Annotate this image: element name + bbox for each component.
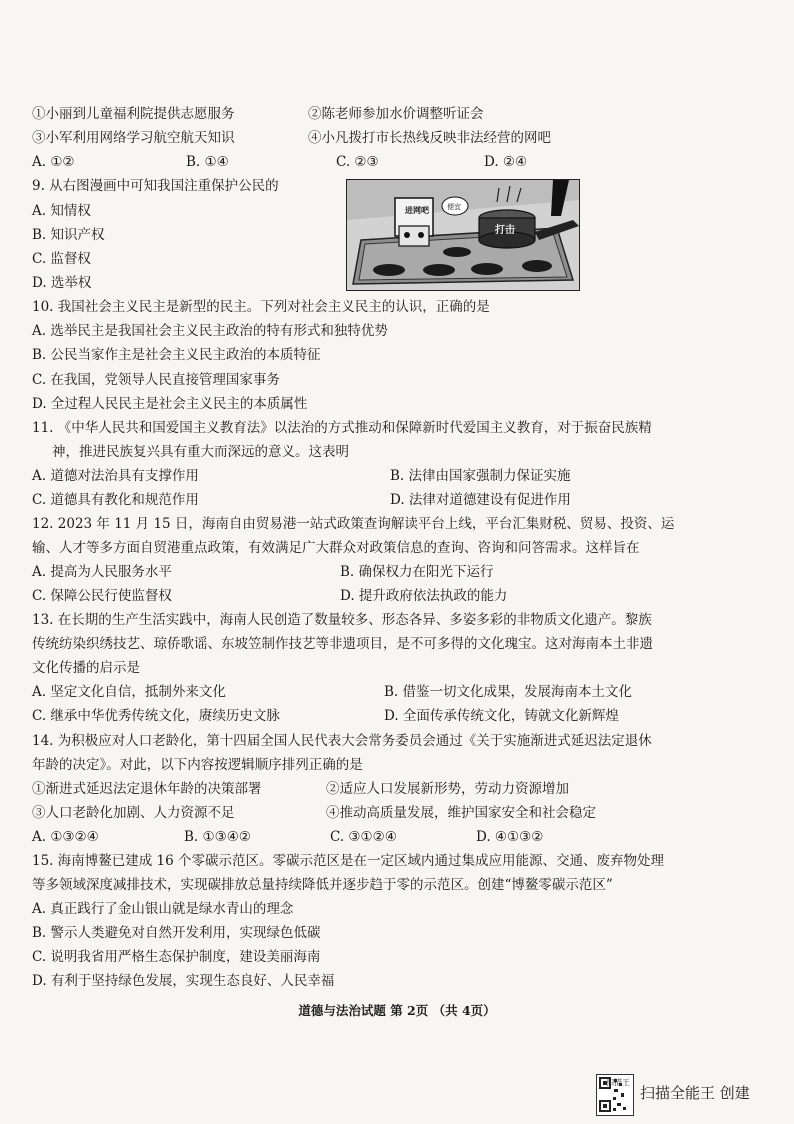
q14-choice-c: C. ③①②④ bbox=[330, 829, 397, 845]
cartoon-right-label: 打击 bbox=[495, 225, 515, 236]
q15-stem-line1: 15. 海南博鳌已建成 16 个零碳示范区。零碳示范区是在一定区域内通过集成应用能源、交通、废弃物处理 bbox=[32, 853, 665, 869]
q8-choice-a: A. ①② bbox=[32, 154, 75, 170]
q15-choice-c: C. 说明我省用严格生态保护制度，建设美丽海南 bbox=[32, 949, 321, 965]
q11-choice-b: B. 法律由国家强制力保证实施 bbox=[390, 468, 571, 484]
q10-choice-d: D. 全过程人民民主是社会主义民主的本质属性 bbox=[32, 396, 308, 412]
q14-choice-a: A. ①③②④ bbox=[32, 829, 99, 845]
q10-stem: 10. 我国社会主义民主是新型的民主。下列对社会主义民主的认识，正确的是 bbox=[32, 299, 490, 315]
q12-choice-a: A. 提高为人民服务水平 bbox=[32, 564, 172, 580]
q12-choice-d: D. 提升政府依法执政的能力 bbox=[340, 588, 508, 604]
q9-stem: 9. 从右图漫画中可知我国注重保护公民的 bbox=[32, 178, 279, 194]
q15-stem-line2: 等多领域深度减排技术，实现碳排放总量持续降低并逐步趋于零的示范区。创建“博鳌零碳示范区” bbox=[32, 877, 613, 893]
q9-choice-d: D. 选举权 bbox=[32, 275, 92, 291]
q13-stem-line2: 传统纺染织绣技艺、琼侨歌谣、东坡笠制作技艺等非遗项目，是不可多得的文化瑰宝。这对海南本土非遗 bbox=[32, 636, 653, 652]
q14-option-4: ④推动高质量发展，维护国家安全和社会稳定 bbox=[326, 805, 596, 821]
q8-option-3: ③小军利用网络学习航空航天知识 bbox=[32, 130, 235, 146]
q15-choice-a: A. 真正践行了金山银山就是绿水青山的理念 bbox=[32, 901, 294, 917]
q14-option-2: ②适应人口发展新形势，劳动力资源增加 bbox=[326, 781, 569, 797]
q13-choice-b: B. 借鉴一切文化成果，发展海南本土文化 bbox=[384, 684, 633, 700]
q10-choice-c: C. 在我国，党领导人民直接管理国家事务 bbox=[32, 372, 280, 388]
q12-choice-b: B. 确保权力在阳光下运行 bbox=[340, 564, 494, 580]
q8-choice-d: D. ②④ bbox=[484, 154, 528, 170]
q11-choice-a: A. 道德对法治具有支撑作用 bbox=[32, 468, 199, 484]
q13-stem-line1: 13. 在长期的生产生活实践中，海南人民创造了数量较多、形态各异、多姿多彩的非物质文化遗产。黎族 bbox=[32, 612, 652, 628]
q10-choice-b: B. 公民当家作主是社会主义民主政治的本质特征 bbox=[32, 347, 321, 363]
q12-choice-c: C. 保障公民行使监督权 bbox=[32, 588, 172, 604]
q8-choice-c: C. ②③ bbox=[336, 154, 379, 170]
q12-stem-line2: 输、人才等多方面自贸港重点政策，有效满足广大群众对政策信息的查询、咨询和问答需求。这样旨在 bbox=[32, 540, 640, 556]
q14-option-3: ③人口老龄化加剧、人力资源不足 bbox=[32, 805, 235, 821]
q14-stem-line2: 年龄的决定》。对此，以下内容按逻辑顺序排列正确的是 bbox=[32, 757, 363, 773]
q13-choice-a: A. 坚定文化自信，抵制外来文化 bbox=[32, 684, 226, 700]
q8-option-4: ④小凡拨打市长热线反映非法经营的网吧 bbox=[308, 130, 551, 146]
q15-choice-d: D. 有利于坚持绿色发展，实现生态良好、人民幸福 bbox=[32, 973, 335, 989]
q11-stem-line1: 11. 《中华人民共和国爱国主义教育法》以法治的方式推动和保障新时代爱国主义教育，对于振奋民族精 bbox=[32, 420, 652, 436]
q8-option-2: ②陈老师参加水价调整听证会 bbox=[308, 106, 484, 122]
q14-stem-line1: 14. 为积极应对人口老龄化，第十四届全国人民代表大会常务委员会通过《关于实施渐进式延迟法定退休 bbox=[32, 733, 652, 749]
q11-choice-c: C. 道德具有教化和规范作用 bbox=[32, 492, 199, 508]
q13-choice-c: C. 继承中华优秀传统文化，赓续历史文脉 bbox=[32, 708, 280, 724]
q9-choice-b: B. 知识产权 bbox=[32, 227, 105, 243]
q9-choice-a: A. 知情权 bbox=[32, 203, 91, 219]
q13-choice-d: D. 全面传承传统文化，铸就文化新辉煌 bbox=[384, 708, 619, 724]
cartoon-bubble-text: 便宜 bbox=[447, 203, 461, 211]
scanner-logo-text: 扫描王 bbox=[606, 1078, 630, 1087]
q11-choice-d: D. 法律对道德建设有促进作用 bbox=[390, 492, 571, 508]
q8-option-1: ①小丽到儿童福利院提供志愿服务 bbox=[32, 106, 235, 122]
q14-option-1: ①渐进式延迟法定退休年龄的决策部署 bbox=[32, 781, 262, 797]
cartoon-illustration bbox=[346, 179, 580, 291]
cartoon-left-label: 进网吧 bbox=[405, 206, 429, 215]
q14-choice-b: B. ①③④② bbox=[184, 829, 251, 845]
q13-stem-line3: 文化传播的启示是 bbox=[32, 660, 140, 676]
q8-choice-b: B. ①④ bbox=[186, 154, 229, 170]
q9-choice-c: C. 监督权 bbox=[32, 251, 91, 267]
scanner-watermark-text: 扫描全能王 创建 bbox=[640, 1084, 750, 1102]
q11-stem-line2: 神，推进民族复兴具有重大而深远的意义。这表明 bbox=[52, 444, 349, 460]
page-footer: 道德与法治试题 第 2页 （共 4页） bbox=[298, 1003, 496, 1018]
q15-choice-b: B. 警示人类避免对自然开发利用，实现绿色低碳 bbox=[32, 925, 321, 941]
q10-choice-a: A. 选举民主是我国社会主义民主政治的特有形式和独特优势 bbox=[32, 323, 388, 339]
q12-stem-line1: 12. 2023 年 11 月 15 日，海南自由贸易港一站式政策查询解读平台上线，平台汇集财税、贸易、投资、运 bbox=[32, 516, 675, 532]
q14-choice-d: D. ④①③② bbox=[476, 829, 544, 845]
